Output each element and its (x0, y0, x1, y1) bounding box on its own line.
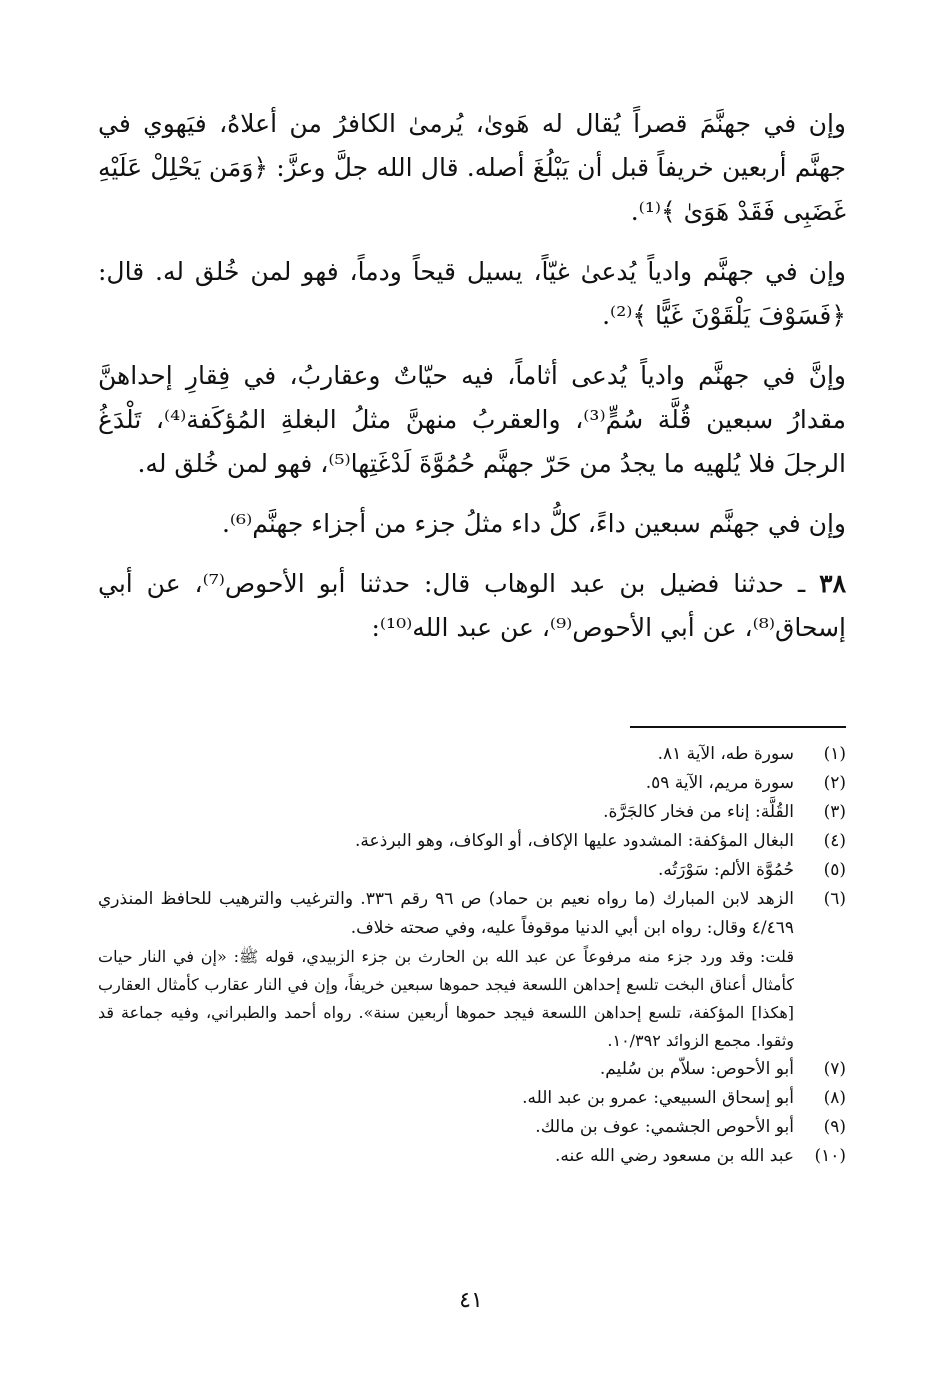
footnote-2 (98, 769, 846, 798)
footnote-number: (٦) (823, 889, 846, 909)
footnote-text: أبو إسحاق السبيعي: عمرو بن عبد الله. (522, 1088, 794, 1108)
footnote-8 (98, 1084, 846, 1113)
page-number: ٤١ (459, 1288, 483, 1313)
footnote-1 (98, 740, 846, 769)
hadith-text: ـ حدثنا فضيل بن عبد الوهاب قال: حدثنا أبو الأحوص⁽⁷⁾، عن أبي إسحاق⁽⁸⁾، عن أبي الأحوص⁽⁹⁾، عن عبد الله⁽¹⁰⁾: (98, 569, 846, 642)
footnote-text: سورة مريم، الآية ٥٩. (645, 773, 794, 793)
footnote-number: (٨) (823, 1088, 846, 1108)
hadith-paragraph (98, 562, 846, 650)
footnote-number: (٧) (823, 1059, 846, 1079)
footnote-text: أبو الأحوص: سلاّم بن سُليم. (599, 1059, 794, 1079)
footnote-number: (١) (823, 744, 846, 764)
footnote-text: حُمُوَّة الألم: سَوْرَتُه. (658, 860, 794, 880)
paragraph-2: وإن في جهنَّم وادياً يُدعىٰ غيّاً، يسيل قيحاً ودماً، فهو لمن خُلق له. قال: ﴿فَسَوْفَ يَلْقَوْنَ غَيًّا ﴾⁽²⁾. (98, 257, 846, 330)
footnote-divider (630, 726, 846, 728)
hadith-number: ٣٨ (819, 569, 846, 598)
footnote-text-main: الزهد لابن المبارك (ما رواه نعيم بن حماد) ص ٩٦ رقم ٣٣٦. والترغيب والترهيب للحافظ المنذري ٤/٤٦٩ وقال: رواه ابن أبي الدنيا موقوفاً عليه، وفي صحته خلاف. (98, 889, 794, 938)
paragraph-1: وإن في جهنَّمَ قصراً يُقال له هَوىٰ، يُرمىٰ الكافرُ من أعلاهُ، فيَهوي في جهنَّم أربعين خريفاً قبل أن يَبْلُغَ أصله. قال الله جلَّ وعزَّ: ﴿وَمَن يَحْلِلْ عَلَيْهِ غَضَبِى فَقَدْ هَوَىٰ ﴾⁽¹⁾. (98, 109, 846, 226)
footnote-text: عبد الله بن مسعود رضي الله عنه. (554, 1146, 794, 1166)
main-text (98, 102, 846, 666)
footnote-6 (98, 885, 846, 1055)
footnote-4 (98, 827, 846, 856)
footnote-text-comment: قلت: وقد ورد جزء منه مرفوعاً عن عبد الله بن الحارث بن جزء الزبيدي، قوله ﷺ: «إن في النار حيات كأمثال أعناق البخت تلسع إحداهن اللسعة فيجد حموها سبعين خريفاً، وإن في النار عقارب كأمثال العقارب [هكذا] المؤكفة، تلسع إحداهن اللسعة فيجد حموها أربعين سنة». رواه أحمد والطبراني، وفيه جماعة قد وثقوا. مجمع الزوائد ١٠/٣٩٢. (98, 947, 794, 1050)
footnote-number: (٩) (823, 1117, 846, 1137)
footnote-number: (١٠) (814, 1146, 846, 1166)
footnote-7 (98, 1055, 846, 1084)
footnote-number: (٣) (823, 802, 846, 822)
footnotes (98, 740, 846, 1171)
footnote-number: (٤) (823, 831, 846, 851)
footnote-5 (98, 856, 846, 885)
paragraph-4: وإن في جهنَّم سبعين داءً، كلُّ داء مثلُ جزء من أجزاء جهنَّم⁽⁶⁾. (221, 509, 846, 538)
footnote-9 (98, 1113, 846, 1142)
footnote-text: القُلَّة: إناء من فخار كالجَرَّة. (603, 802, 794, 822)
paragraph-3: وإنَّ في جهنَّم وادياً يُدعى أثاماً، فيه حيّاتٌ وعقاربُ، في فِقارِ إحداهنَّ مقدارُ سبعين قُلَّة سُمٍّ⁽³⁾، والعقربُ منهنَّ مثلُ البغلةِ المُؤكَفة⁽⁴⁾، تَلْدَغُ الرجلَ فلا يُلهيه ما يجدُ من حَرّ جهنَّم حُمُوَّةَ لَدْغَتِها⁽⁵⁾، فهو لمن خُلق له. (98, 361, 847, 478)
footnote-text: سورة طه، الآية ٨١. (657, 744, 794, 764)
footnote-text: البغال المؤكفة: المشدود عليها الإكاف، أو الوكاف، وهو البرذعة. (355, 831, 794, 851)
footnote-number: (٢) (823, 773, 846, 793)
footnote-number: (٥) (823, 860, 846, 880)
footnote-10 (98, 1142, 846, 1171)
footnote-text (98, 885, 794, 1055)
footnote-3 (98, 798, 846, 827)
footnote-text: أبو الأحوص الجشمي: عوف بن مالك. (535, 1117, 794, 1137)
